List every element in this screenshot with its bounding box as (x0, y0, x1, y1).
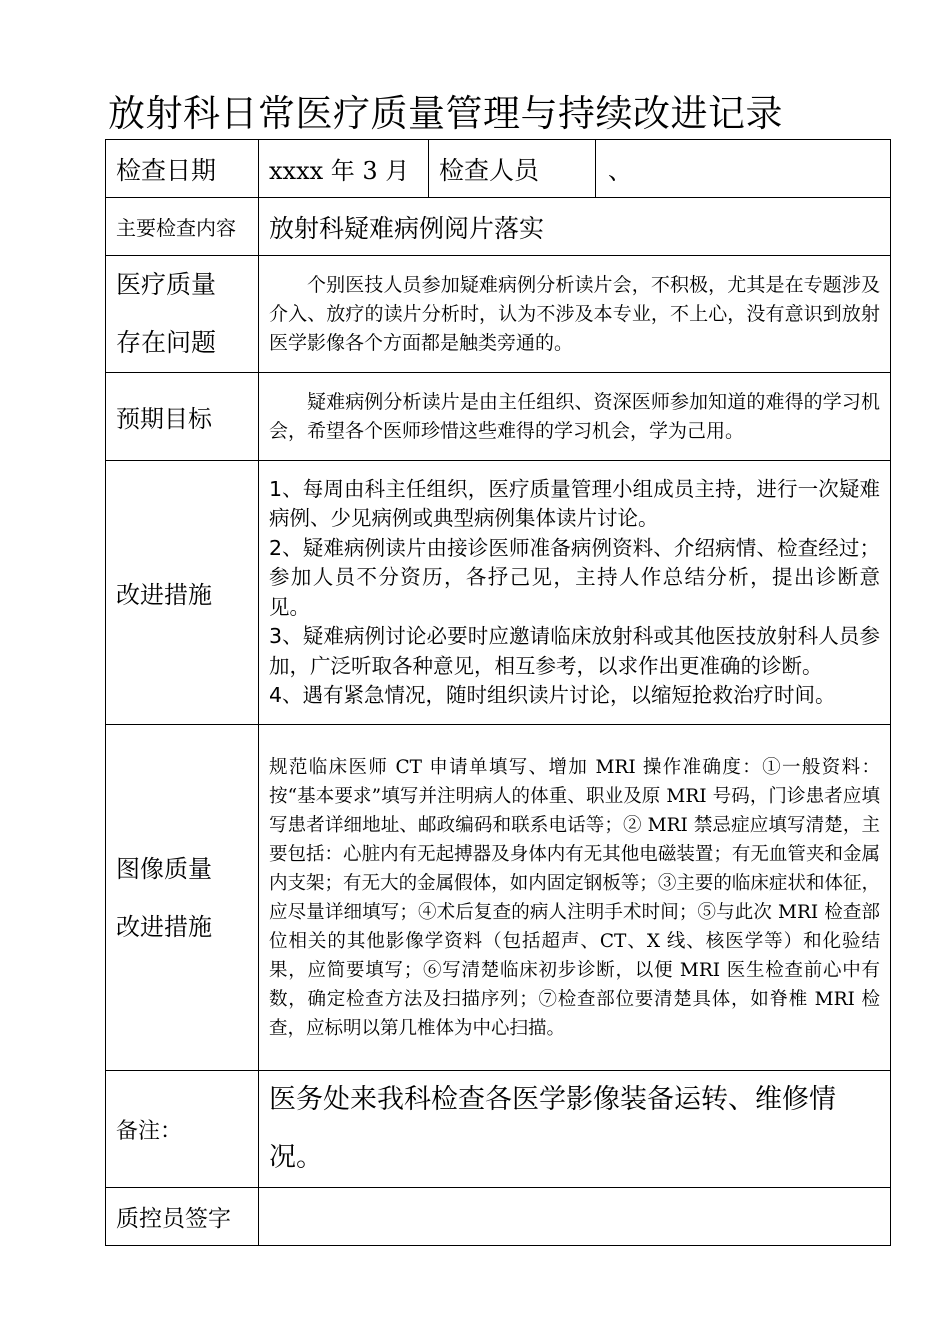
quality-record-table (105, 139, 891, 1246)
improvement-measures-list (269, 475, 880, 711)
signature-label: 质控员签字 (106, 1188, 259, 1246)
remarks-text: 医务处来我科检查各医学影像装备运转、维修情况。 (269, 1084, 836, 1173)
image-quality-label-line2: 改进措施 (116, 912, 212, 941)
row-image-quality (106, 725, 891, 1071)
quality-problems-cell (259, 256, 891, 373)
quality-problems-label-line2: 存在问题 (116, 328, 217, 357)
remarks-cell (259, 1071, 891, 1188)
quality-problems-text: 个别医技人员参加疑难病例分析读片会，不积极，尤其是在专题涉及介入、放疗的读片分析时，认为不涉及本专业，不上心，没有意识到放射医学影像各个方面都是触类旁通的。 (269, 273, 880, 354)
measure-item-3-part-c: 或其他医技 (653, 624, 757, 648)
measure-item-4: 4、遇有紧急情况，随时组织读片讨论，以缩短抢救治疗时间。 (269, 683, 836, 707)
row-main-content (106, 198, 891, 256)
row-signature (106, 1188, 891, 1246)
row-expected-goal (106, 373, 891, 461)
row-improvement-measures (106, 461, 891, 725)
row-inspection-date (106, 140, 891, 198)
expected-goal-text: 疑难病例分析读片是由主任组织、资深医师参加知道的难得的学习机会，希望各个医师珍惜这些难得的学习机会，学为己用。 (269, 390, 880, 442)
measure-item-3 (269, 622, 880, 681)
inspector-label: 检查人员 (429, 140, 596, 198)
inspector-value: 、 (596, 140, 891, 198)
image-quality-cell (259, 725, 891, 1071)
date-label: 检查日期 (106, 140, 259, 198)
remarks-label: 备注： (106, 1071, 259, 1188)
expected-goal-cell (259, 373, 891, 461)
date-value: xxxx 年 3 月 (259, 140, 429, 198)
main-content-label: 主要检查内容 (106, 198, 259, 256)
measure-item-3-part-a: 3、疑难病例讨论必要时应邀请临床 (269, 624, 592, 648)
signature-field[interactable] (259, 1188, 891, 1246)
measure-item-2: 2、疑难病例读片由接诊医师准备病例资料、介绍病情、检查经过；参加人员不分资历，各抒己见，主持人作总结分析，提出诊断意见。 (269, 535, 880, 619)
measure-item-3-part-e: 人员参加，广泛听取各种意见，相互参考，以求作出更准确的诊断。 (269, 624, 881, 678)
improvement-measures-label: 改进措施 (106, 461, 259, 725)
measure-item-3-part-b: 放射科 (591, 624, 654, 648)
row-quality-problems (106, 256, 891, 373)
improvement-measures-cell (259, 461, 891, 725)
quality-problems-label (106, 256, 259, 373)
main-content-value: 放射科疑难病例阅片落实 (259, 198, 891, 256)
quality-problems-label-line1: 医疗质量 (116, 270, 217, 299)
page-title: 放射科日常医疗质量管理与持续改进记录 (108, 92, 783, 135)
image-quality-text: 规范临床医师 CT 申请单填写、增加 MRI 操作准确度：①一般资料：按“基本要求”填写并注明病人的体重、职业及原 MRI 号码，门诊患者应填写患者详细地址、邮政编码和联系电话等；② MRI 禁忌症应填写清楚，主要包括：心脏内有无起搏器及身体内有无其他电磁装置；有无血管夹和金属内支架；有无大的金属假体，如内固定钢板等；③主要的临床症状和体征，应尽量详细填写；④术后复查的病人注明手术时间；⑤与此次 MRI 检查部位相关的其他影像学资料（包括超声、CT、X 线、核医学等）和化验结果，应简要填写；⑥写清楚临床初步诊断，以便 MRI 医生检查前心中有数，确定检查方法及扫描序列；⑦检查部位要清楚具体，如脊椎 MRI 检查，应标明以第几椎体为中心扫描。 (269, 756, 880, 1039)
measure-item-3-part-d: 放射科 (756, 624, 819, 648)
expected-goal-label: 预期目标 (106, 373, 259, 461)
image-quality-label-line1: 图像质量 (116, 854, 212, 883)
row-remarks (106, 1071, 891, 1188)
image-quality-label (106, 725, 259, 1071)
measure-item-1: 1、每周由科主任组织，医疗质量管理小组成员主持，进行一次疑难病例、少见病例或典型病例集体读片讨论。 (269, 476, 880, 530)
